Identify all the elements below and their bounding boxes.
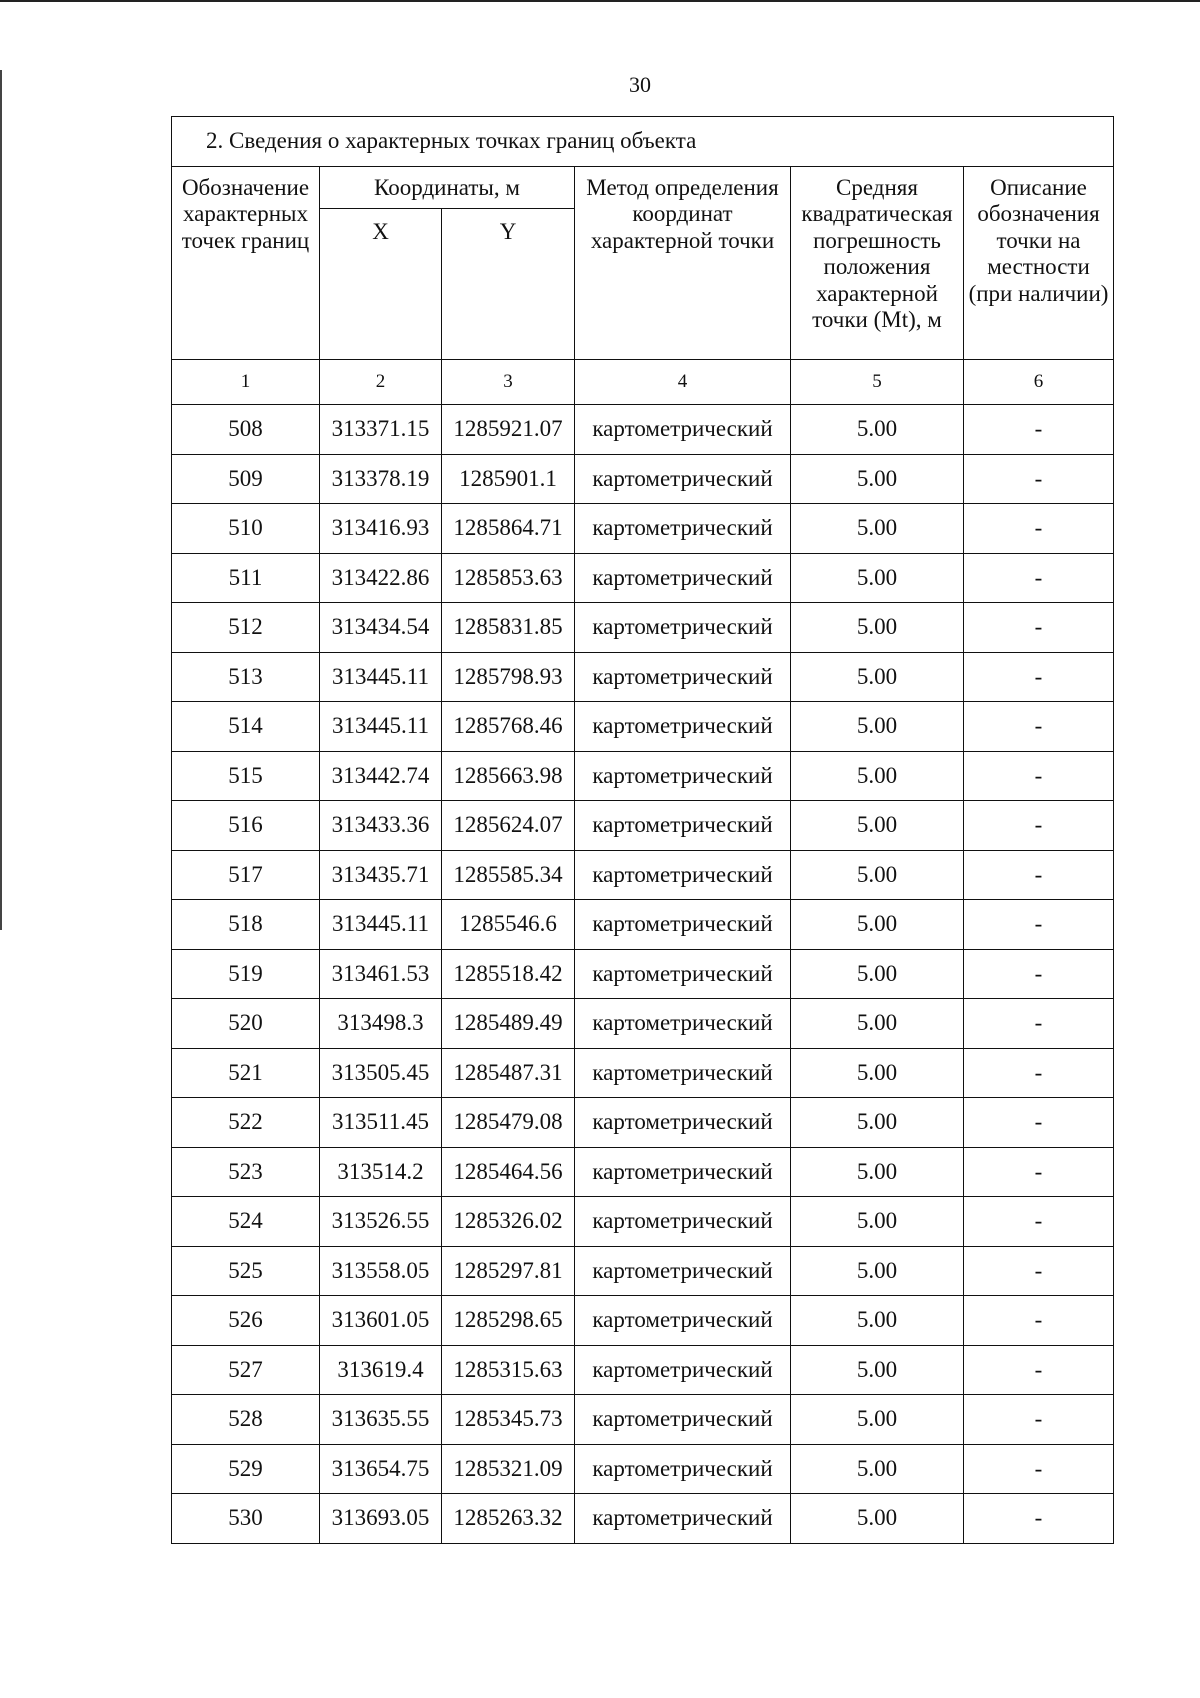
cell-y: 1285315.63	[442, 1345, 575, 1395]
cell-description: -	[964, 504, 1114, 554]
header-rms-error: Средняя квадратическая погрешность положения характерной точки (Mt), м	[791, 167, 964, 360]
cell-point: 521	[172, 1048, 320, 1098]
table-row	[172, 850, 1114, 900]
table-row	[172, 405, 1114, 455]
cell-y: 1285487.31	[442, 1048, 575, 1098]
table-row	[172, 454, 1114, 504]
cell-x: 313498.3	[320, 999, 442, 1049]
cell-point: 525	[172, 1246, 320, 1296]
cell-error: 5.00	[791, 1246, 964, 1296]
table-row	[172, 1147, 1114, 1197]
cell-method: картометрический	[575, 999, 791, 1049]
cell-x: 313619.4	[320, 1345, 442, 1395]
cell-error: 5.00	[791, 454, 964, 504]
cell-point: 527	[172, 1345, 320, 1395]
cell-x: 313371.15	[320, 405, 442, 455]
cell-method: картометрический	[575, 850, 791, 900]
scan-top-edge	[0, 0, 1200, 2]
cell-y: 1285298.65	[442, 1296, 575, 1346]
header-x: X	[320, 209, 442, 360]
cell-x: 313433.36	[320, 801, 442, 851]
cell-description: -	[964, 900, 1114, 950]
column-number: 2	[320, 360, 442, 405]
cell-point: 512	[172, 603, 320, 653]
cell-y: 1285663.98	[442, 751, 575, 801]
cell-point: 509	[172, 454, 320, 504]
cell-error: 5.00	[791, 1296, 964, 1346]
cell-method: картометрический	[575, 454, 791, 504]
column-number-row	[172, 360, 1114, 405]
cell-point: 514	[172, 702, 320, 752]
table-body	[172, 405, 1114, 1544]
cell-description: -	[964, 1147, 1114, 1197]
cell-point: 529	[172, 1444, 320, 1494]
cell-x: 313558.05	[320, 1246, 442, 1296]
cell-x: 313601.05	[320, 1296, 442, 1346]
cell-x: 313434.54	[320, 603, 442, 653]
scan-left-edge	[0, 70, 2, 930]
cell-method: картометрический	[575, 900, 791, 950]
cell-y: 1285585.34	[442, 850, 575, 900]
cell-method: картометрический	[575, 1296, 791, 1346]
cell-description: -	[964, 850, 1114, 900]
table-row	[172, 1048, 1114, 1098]
cell-y: 1285546.6	[442, 900, 575, 950]
table-row	[172, 801, 1114, 851]
cell-method: картометрический	[575, 553, 791, 603]
cell-error: 5.00	[791, 1345, 964, 1395]
column-number: 6	[964, 360, 1114, 405]
cell-description: -	[964, 1197, 1114, 1247]
page-number: 30	[629, 72, 651, 97]
cell-y: 1285853.63	[442, 553, 575, 603]
cell-point: 508	[172, 405, 320, 455]
cell-y: 1285831.85	[442, 603, 575, 653]
table-row	[172, 1494, 1114, 1544]
cell-error: 5.00	[791, 1098, 964, 1148]
cell-description: -	[964, 1444, 1114, 1494]
cell-error: 5.00	[791, 1444, 964, 1494]
cell-y: 1285297.81	[442, 1246, 575, 1296]
table-row	[172, 504, 1114, 554]
cell-y: 1285321.09	[442, 1444, 575, 1494]
cell-point: 523	[172, 1147, 320, 1197]
header-method: Метод определения координат характерной точки	[575, 167, 791, 360]
cell-description: -	[964, 652, 1114, 702]
cell-x: 313445.11	[320, 900, 442, 950]
table-row	[172, 553, 1114, 603]
cell-method: картометрический	[575, 702, 791, 752]
cell-error: 5.00	[791, 1147, 964, 1197]
cell-point: 524	[172, 1197, 320, 1247]
cell-description: -	[964, 949, 1114, 999]
cell-method: картометрический	[575, 1345, 791, 1395]
cell-error: 5.00	[791, 751, 964, 801]
cell-description: -	[964, 1098, 1114, 1148]
cell-description: -	[964, 1048, 1114, 1098]
cell-method: картометрический	[575, 603, 791, 653]
cell-error: 5.00	[791, 702, 964, 752]
column-number: 4	[575, 360, 791, 405]
cell-y: 1285464.56	[442, 1147, 575, 1197]
cell-description: -	[964, 454, 1114, 504]
cell-method: картометрический	[575, 652, 791, 702]
cell-x: 313511.45	[320, 1098, 442, 1148]
cell-method: картометрический	[575, 405, 791, 455]
cell-x: 313635.55	[320, 1395, 442, 1445]
cell-description: -	[964, 751, 1114, 801]
cell-y: 1285864.71	[442, 504, 575, 554]
cell-x: 313445.11	[320, 652, 442, 702]
cell-description: -	[964, 553, 1114, 603]
cell-error: 5.00	[791, 603, 964, 653]
cell-error: 5.00	[791, 801, 964, 851]
table-row	[172, 949, 1114, 999]
cell-y: 1285489.49	[442, 999, 575, 1049]
cell-error: 5.00	[791, 405, 964, 455]
cell-error: 5.00	[791, 1197, 964, 1247]
table-row	[172, 1296, 1114, 1346]
cell-point: 518	[172, 900, 320, 950]
cell-point: 520	[172, 999, 320, 1049]
cell-method: картометрический	[575, 801, 791, 851]
cell-method: картометрический	[575, 1147, 791, 1197]
cell-method: картометрический	[575, 1048, 791, 1098]
cell-point: 517	[172, 850, 320, 900]
cell-point: 511	[172, 553, 320, 603]
cell-error: 5.00	[791, 1494, 964, 1544]
cell-x: 313505.45	[320, 1048, 442, 1098]
cell-error: 5.00	[791, 900, 964, 950]
boundary-points-table	[171, 116, 1114, 1544]
cell-point: 526	[172, 1296, 320, 1346]
cell-y: 1285479.08	[442, 1098, 575, 1148]
cell-point: 528	[172, 1395, 320, 1445]
cell-x: 313526.55	[320, 1197, 442, 1247]
cell-description: -	[964, 1246, 1114, 1296]
table-row	[172, 1197, 1114, 1247]
cell-method: картометрический	[575, 1395, 791, 1445]
cell-method: картометрический	[575, 1444, 791, 1494]
cell-error: 5.00	[791, 999, 964, 1049]
cell-method: картометрический	[575, 751, 791, 801]
cell-description: -	[964, 1395, 1114, 1445]
header-y: Y	[442, 209, 575, 360]
cell-y: 1285624.07	[442, 801, 575, 851]
table-row	[172, 1345, 1114, 1395]
cell-error: 5.00	[791, 949, 964, 999]
table-row	[172, 702, 1114, 752]
cell-error: 5.00	[791, 1395, 964, 1445]
cell-x: 313693.05	[320, 1494, 442, 1544]
cell-description: -	[964, 603, 1114, 653]
table-row	[172, 999, 1114, 1049]
column-number: 1	[172, 360, 320, 405]
cell-point: 519	[172, 949, 320, 999]
cell-error: 5.00	[791, 850, 964, 900]
table-row	[172, 1444, 1114, 1494]
cell-method: картометрический	[575, 504, 791, 554]
cell-error: 5.00	[791, 652, 964, 702]
cell-x: 313654.75	[320, 1444, 442, 1494]
column-number: 5	[791, 360, 964, 405]
cell-point: 513	[172, 652, 320, 702]
cell-x: 313442.74	[320, 751, 442, 801]
header-description: Описание обозначения точки на местности (при наличии)	[964, 167, 1114, 360]
cell-y: 1285798.93	[442, 652, 575, 702]
cell-y: 1285518.42	[442, 949, 575, 999]
cell-x: 313378.19	[320, 454, 442, 504]
cell-y: 1285901.1	[442, 454, 575, 504]
cell-x: 313514.2	[320, 1147, 442, 1197]
cell-x: 313422.86	[320, 553, 442, 603]
cell-point: 522	[172, 1098, 320, 1148]
cell-point: 516	[172, 801, 320, 851]
cell-point: 515	[172, 751, 320, 801]
section-title: 2. Сведения о характерных точках границ объекта	[172, 117, 1114, 167]
cell-y: 1285345.73	[442, 1395, 575, 1445]
cell-description: -	[964, 1345, 1114, 1395]
table-row	[172, 900, 1114, 950]
cell-y: 1285768.46	[442, 702, 575, 752]
cell-y: 1285263.32	[442, 1494, 575, 1544]
cell-method: картометрический	[575, 1494, 791, 1544]
cell-method: картометрический	[575, 1098, 791, 1148]
cell-method: картометрический	[575, 949, 791, 999]
header-point-designation: Обозначение характерных точек границ	[172, 167, 320, 360]
cell-method: картометрический	[575, 1197, 791, 1247]
cell-description: -	[964, 405, 1114, 455]
header-coordinates: Координаты, м	[320, 167, 575, 209]
cell-error: 5.00	[791, 553, 964, 603]
cell-point: 510	[172, 504, 320, 554]
table-row	[172, 751, 1114, 801]
table-row	[172, 1246, 1114, 1296]
cell-point: 530	[172, 1494, 320, 1544]
cell-description: -	[964, 1494, 1114, 1544]
cell-description: -	[964, 999, 1114, 1049]
cell-error: 5.00	[791, 504, 964, 554]
cell-y: 1285326.02	[442, 1197, 575, 1247]
table-row	[172, 1098, 1114, 1148]
column-number: 3	[442, 360, 575, 405]
table-row	[172, 652, 1114, 702]
cell-method: картометрический	[575, 1246, 791, 1296]
table-row	[172, 603, 1114, 653]
cell-x: 313445.11	[320, 702, 442, 752]
cell-description: -	[964, 801, 1114, 851]
cell-description: -	[964, 702, 1114, 752]
cell-description: -	[964, 1296, 1114, 1346]
cell-y: 1285921.07	[442, 405, 575, 455]
cell-x: 313461.53	[320, 949, 442, 999]
cell-x: 313416.93	[320, 504, 442, 554]
cell-x: 313435.71	[320, 850, 442, 900]
cell-error: 5.00	[791, 1048, 964, 1098]
table-row	[172, 1395, 1114, 1445]
